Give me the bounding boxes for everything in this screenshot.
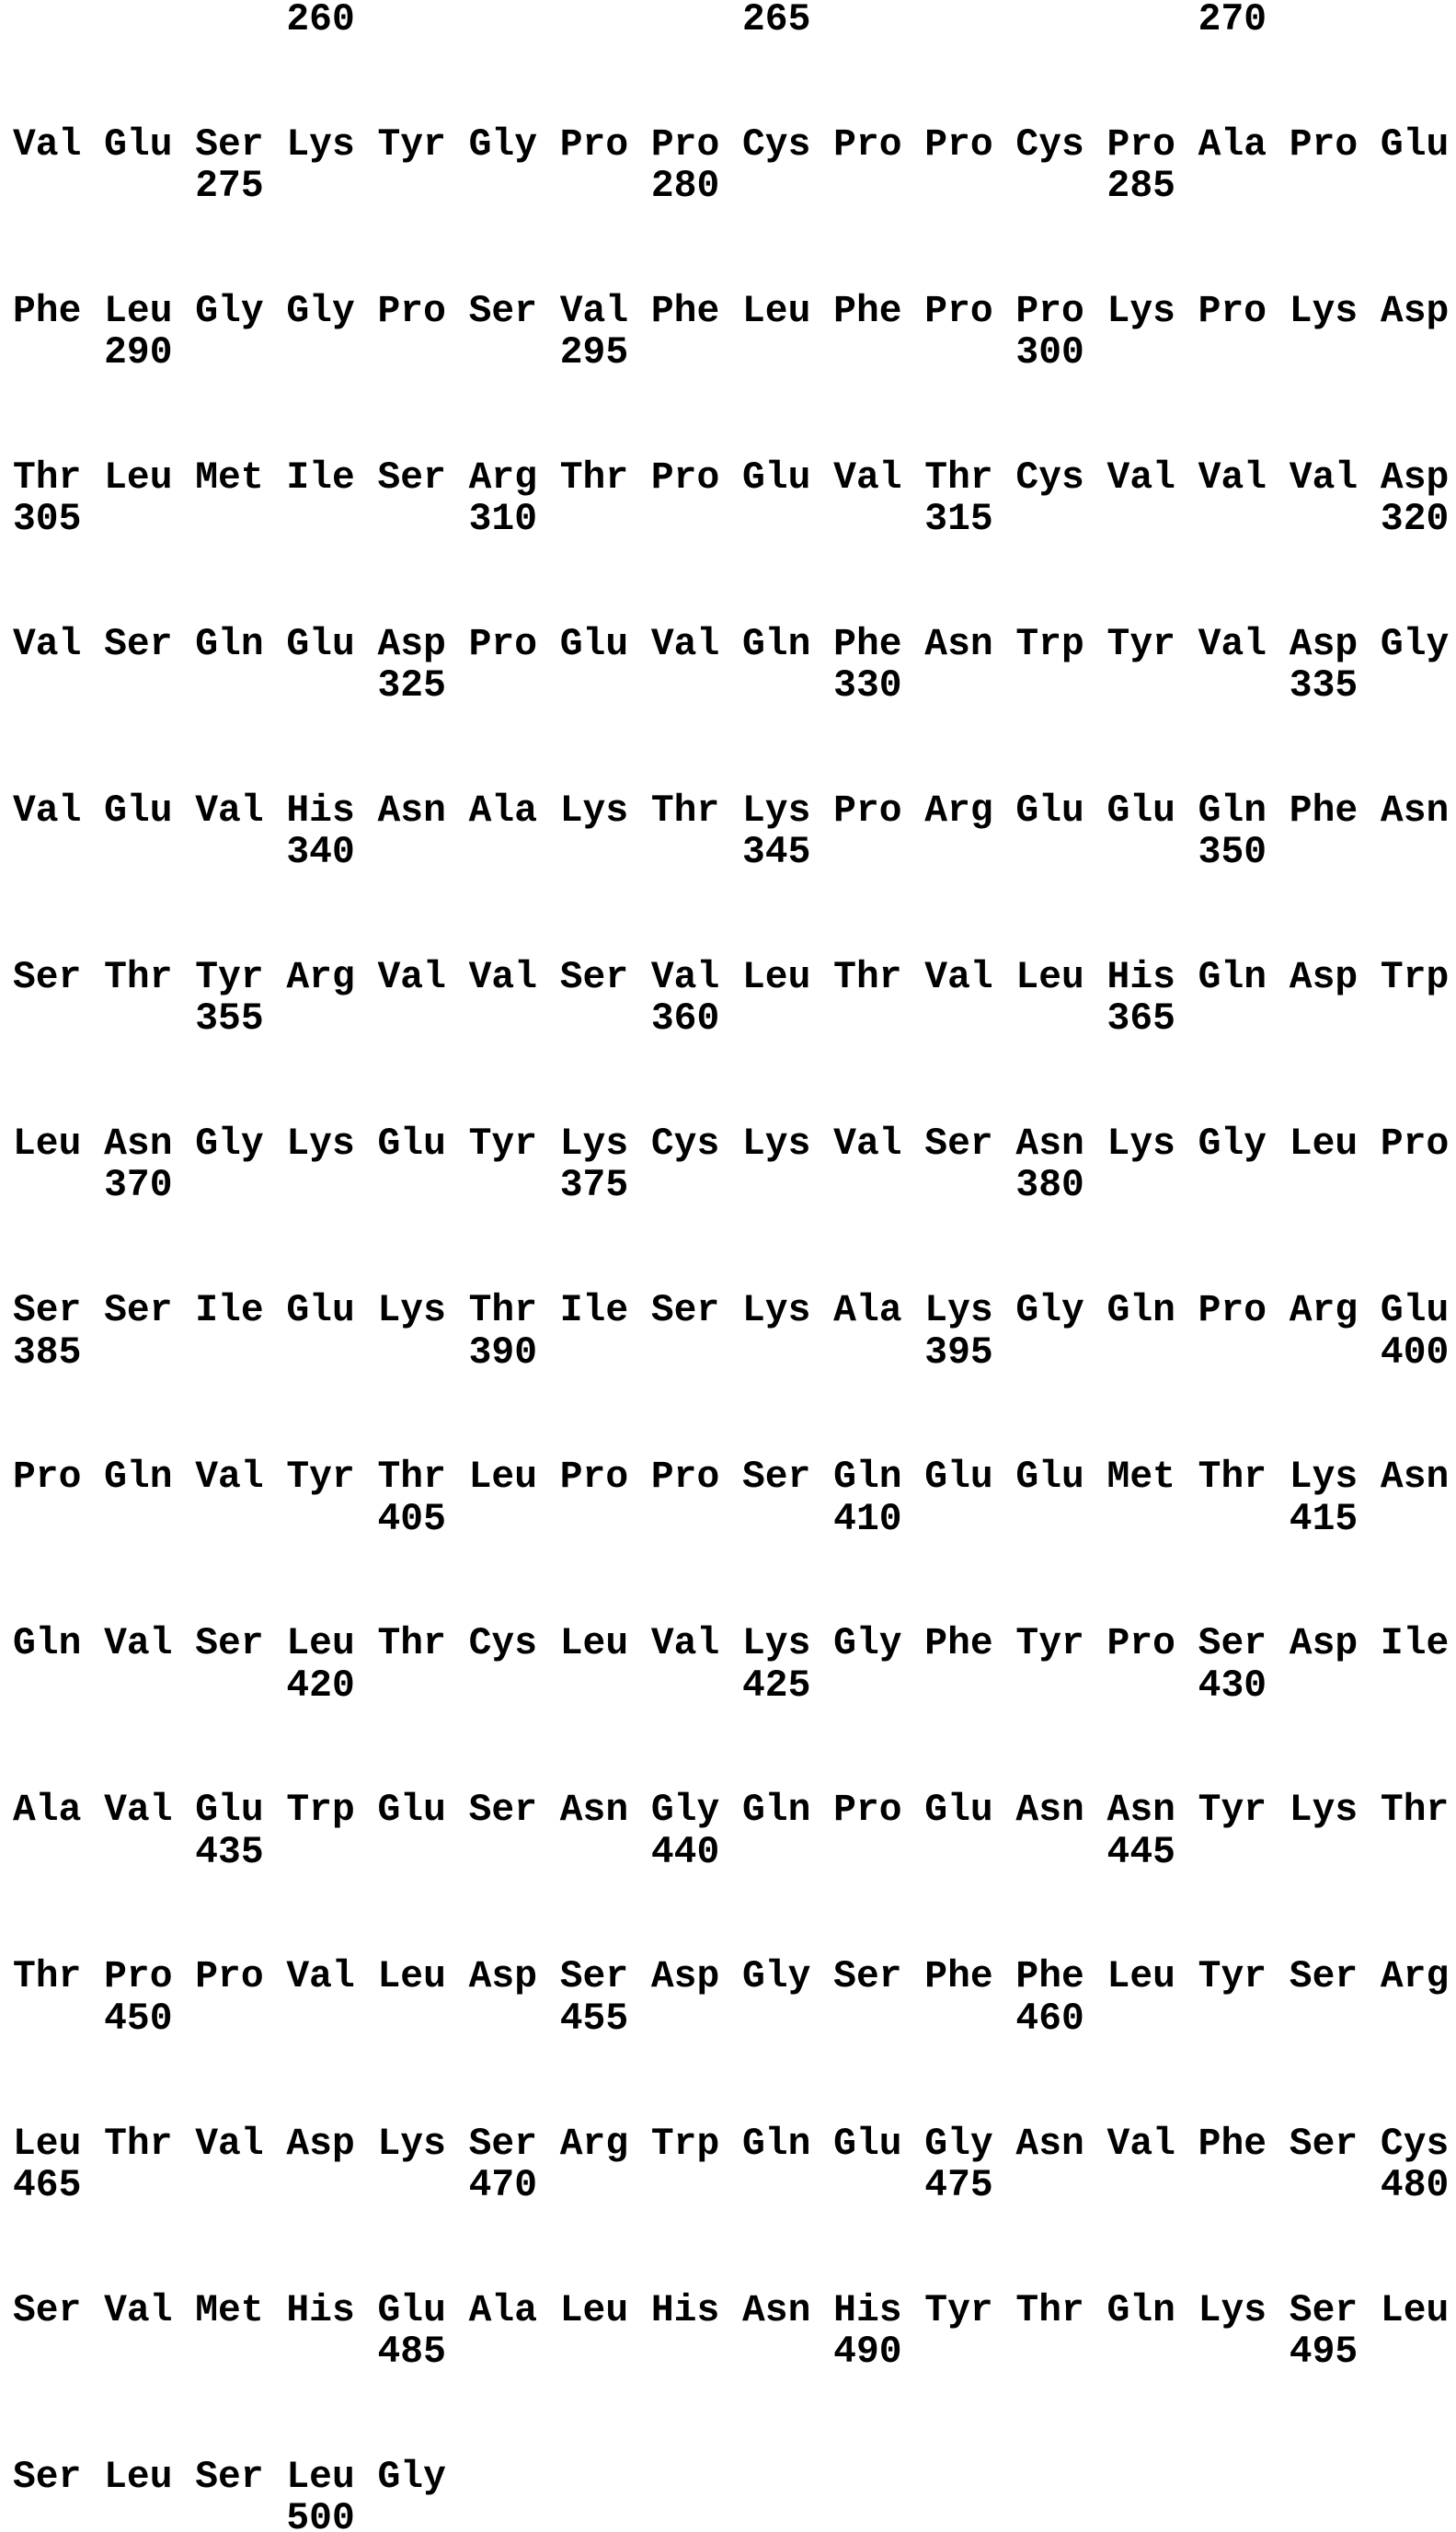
numbering-line: 405 410 415 bbox=[13, 1498, 1359, 1541]
blank-line bbox=[13, 1375, 1456, 1416]
numbering-line: 485 490 495 bbox=[13, 2331, 1359, 2374]
blank-line bbox=[13, 1708, 1456, 1749]
blank-line bbox=[13, 875, 1456, 916]
numbering-line: 450 455 460 bbox=[13, 1997, 1084, 2041]
numbering-line: 355 360 365 bbox=[13, 998, 1175, 1042]
blank-line bbox=[13, 1749, 1456, 1790]
numbering-line: 465 470 475 480 bbox=[13, 2164, 1450, 2207]
numbering-line: 325 330 335 bbox=[13, 665, 1359, 708]
numbering-line: 500 bbox=[13, 2497, 355, 2532]
blank-line bbox=[13, 2041, 1456, 2082]
blank-line bbox=[13, 84, 1456, 125]
blank-line bbox=[13, 1083, 1456, 1124]
residue-line: Ser Thr Tyr Arg Val Val Ser Val Leu Thr Val Leu His Gln Asp Trp bbox=[13, 957, 1450, 1000]
blank-line bbox=[13, 2207, 1456, 2249]
blank-line bbox=[13, 1541, 1456, 1582]
residue-line: Ser Val Met His Glu Ala Leu His Asn His Tyr Thr Gln Lys Ser Leu bbox=[13, 2289, 1450, 2332]
blank-line bbox=[13, 541, 1456, 582]
residue-line: Ala Val Glu Trp Glu Ser Asn Gly Gln Pro Glu Asn Asn Tyr Lys Thr bbox=[13, 1790, 1450, 1833]
blank-line bbox=[13, 1582, 1456, 1624]
blank-line bbox=[13, 1916, 1456, 1957]
numbering-line: 305 310 315 320 bbox=[13, 499, 1450, 542]
blank-line bbox=[13, 1874, 1456, 1916]
numbering-line: 370 375 380 bbox=[13, 1165, 1084, 1208]
residue-line: Val Glu Ser Lys Tyr Gly Pro Pro Cys Pro Pro Cys Pro Ala Pro Glu bbox=[13, 123, 1450, 167]
blank-line bbox=[13, 1416, 1456, 1457]
residue-line: Phe Leu Gly Gly Pro Ser Val Phe Leu Phe Pro Pro Lys Pro Lys Asp bbox=[13, 290, 1450, 333]
numbering-line: 290 295 300 bbox=[13, 332, 1084, 375]
blank-line bbox=[13, 583, 1456, 625]
residue-line: Val Glu Val His Asn Ala Lys Thr Lys Pro Arg Glu Glu Gln Phe Asn bbox=[13, 790, 1450, 834]
blank-line bbox=[13, 417, 1456, 458]
blank-line bbox=[13, 1249, 1456, 1291]
numbering-line: 385 390 395 400 bbox=[13, 1331, 1450, 1375]
residue-line: Leu Thr Val Asp Lys Ser Arg Trp Gln Glu Gly Asn Val Phe Ser Cys bbox=[13, 2123, 1450, 2166]
blank-line bbox=[13, 2374, 1456, 2415]
blank-line bbox=[13, 250, 1456, 292]
residue-line: Thr Leu Met Ile Ser Arg Thr Pro Glu Val Thr Cys Val Val Val Asp bbox=[13, 456, 1450, 500]
blank-line bbox=[13, 916, 1456, 958]
numbering-line: 420 425 430 bbox=[13, 1664, 1267, 1708]
numbering-line: 275 280 285 bbox=[13, 166, 1175, 209]
residue-line: Pro Gln Val Tyr Thr Leu Pro Pro Ser Gln Glu Glu Met Thr Lys Asn bbox=[13, 1456, 1450, 1500]
blank-line bbox=[13, 1208, 1456, 1249]
blank-line bbox=[13, 1042, 1456, 1083]
blank-line bbox=[13, 2415, 1456, 2457]
numbering-line: 260 265 270 bbox=[13, 0, 1267, 41]
residue-line: Leu Asn Gly Lys Glu Tyr Lys Cys Lys Val Ser Asn Lys Gly Leu Pro bbox=[13, 1123, 1450, 1167]
blank-line bbox=[13, 374, 1456, 416]
residue-line: Ser Ser Ile Glu Lys Thr Ile Ser Lys Ala Lys Gly Gln Pro Arg Glu bbox=[13, 1290, 1450, 1333]
blank-line bbox=[13, 708, 1456, 750]
blank-line bbox=[13, 41, 1456, 83]
blank-line bbox=[13, 750, 1456, 791]
blank-line bbox=[13, 2249, 1456, 2290]
numbering-line: 435 440 445 bbox=[13, 1831, 1175, 1874]
residue-line: Thr Pro Pro Val Leu Asp Ser Asp Gly Ser Phe Phe Leu Tyr Ser Arg bbox=[13, 1956, 1450, 1999]
numbering-line: 340 345 350 bbox=[13, 832, 1267, 875]
residue-line: Val Ser Gln Glu Asp Pro Glu Val Gln Phe Asn Trp Tyr Val Asp Gly bbox=[13, 623, 1450, 666]
residue-line: Ser Leu Ser Leu Gly bbox=[13, 2456, 446, 2499]
blank-line bbox=[13, 208, 1456, 249]
residue-line: Gln Val Ser Leu Thr Cys Leu Val Lys Gly Phe Tyr Pro Ser Asp Ile bbox=[13, 1623, 1450, 1666]
blank-line bbox=[13, 2082, 1456, 2123]
